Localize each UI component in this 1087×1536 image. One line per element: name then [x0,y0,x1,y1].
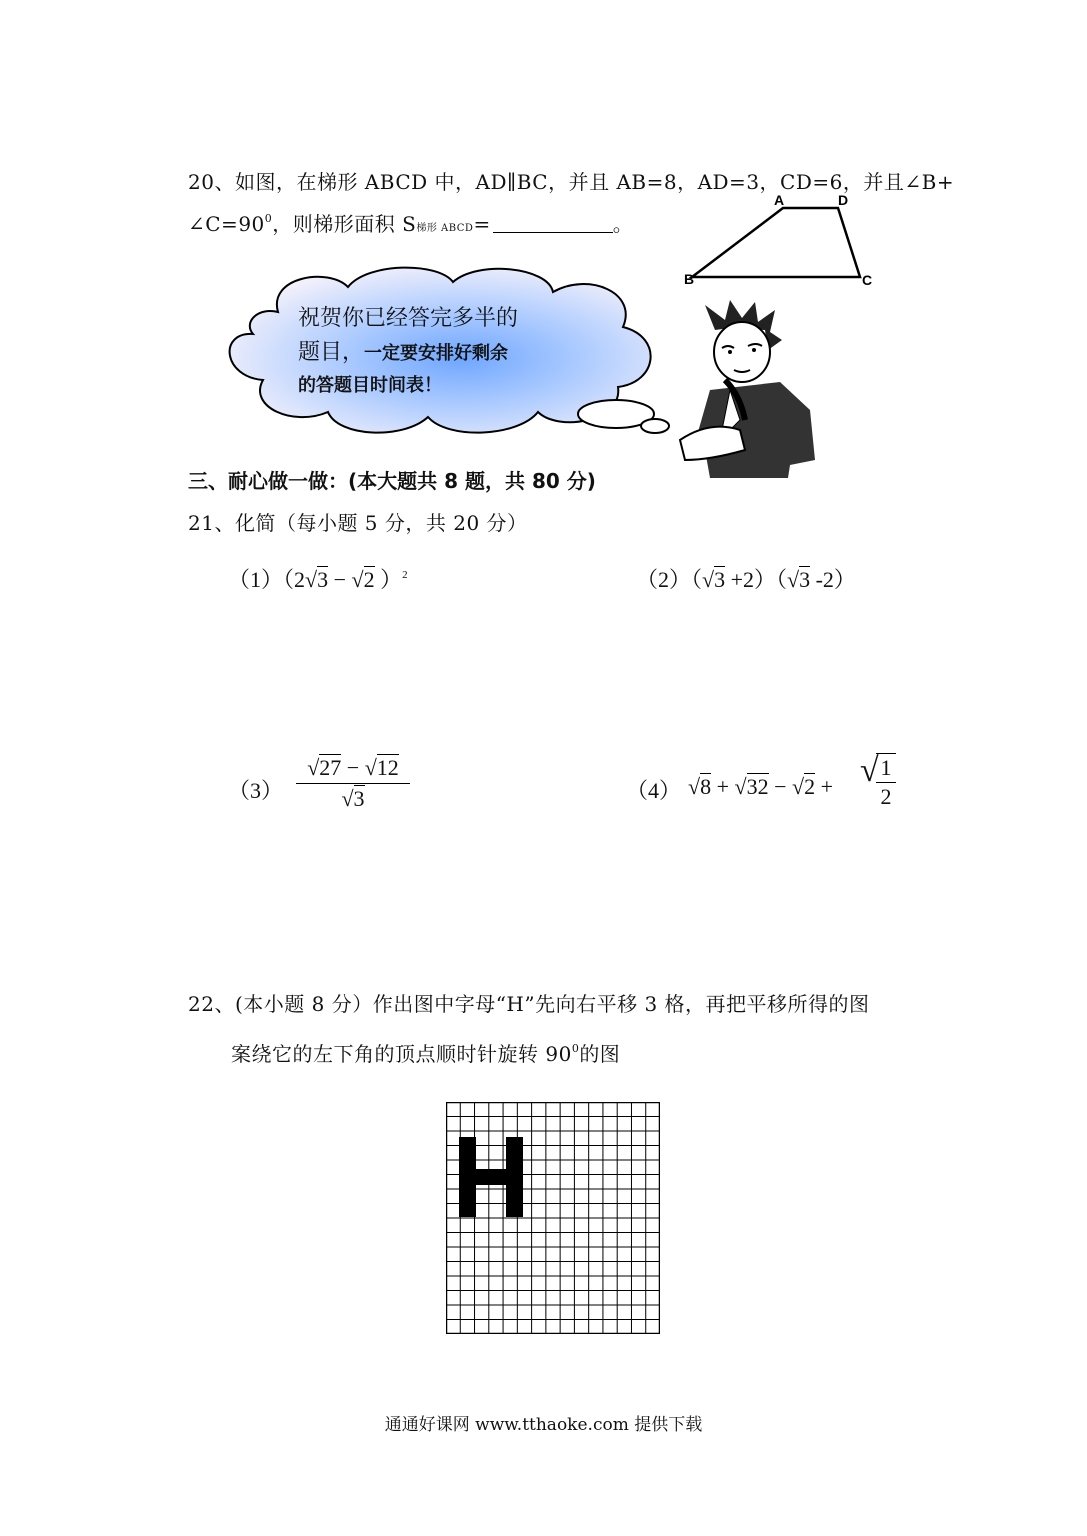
q21-p2-mid: +2）（ [725,567,788,592]
sqrt-symbol: √ [860,752,879,789]
trapezoid-shape [692,208,860,277]
q21-title: 21、化简（每小题 5 分，共 20 分） [188,511,528,535]
sqrt-symbol: √ [351,567,364,592]
vertex-d-label: D [838,192,849,208]
q21-p3-den-r: 3 [353,786,365,811]
q21-p2-radicand2: 3 [799,567,811,592]
cloud-line2 [298,335,508,366]
q21-p4-op1: + [711,774,735,799]
q21-p1-close: ） [374,567,403,592]
sqrt-symbol: √ [305,567,318,592]
q21-p1-exponent: 2 [402,569,408,581]
q21-part1 [228,563,408,594]
q21-p3-num-r2: 12 [376,755,399,780]
sqrt-symbol: √ [364,755,377,780]
q21-p2-radicand1: 3 [714,567,726,592]
q21-p2-label: （2）（ [636,567,703,592]
q21-p4-frac-num: 1 [876,754,896,783]
sqrt-symbol: √ [702,567,715,592]
q21-p3-label: （3） [228,778,284,803]
q20-angle-text: ∠C=90 [188,212,265,236]
vertex-b-label: B [684,271,695,287]
q21-p3-num-r1: 27 [319,755,342,780]
q21-p4-frac-den: 2 [880,784,892,809]
q21-p1-radicand2: 2 [363,567,375,592]
q21-p4-op2: − [768,774,792,799]
grid-lines [446,1102,660,1334]
q22-line2b: 的图 [579,1042,621,1066]
q21-p4-label: （4） [626,778,682,803]
vertex-c-label: C [862,272,873,288]
cloud-line3: 的答题目时间表！ [298,375,442,396]
q21-p3-numerator [296,755,410,784]
q21-p3-denominator [296,784,410,812]
q22-degree-sup: 0 [571,1042,580,1055]
q21-p4-op3: + [815,774,833,799]
q21-p3-num-minus: − [341,755,365,780]
q20-area-subscript: 梯形 ABCD [416,223,474,234]
h-letter-grid[interactable] [446,1102,660,1334]
cloud-line2a: 题目， [298,340,365,365]
q20-degree-sup: 0 [264,212,273,225]
q21-p4-r2: 32 [746,774,769,799]
sqrt-symbol: √ [734,774,747,799]
cloud-line2b: 一定要安排好剩余 [364,343,509,364]
vertex-a-label: A [774,192,785,208]
sqrt-symbol: √ [787,567,800,592]
q22-line1: 22、(本小题 8 分）作出图中字母“H”先向右平移 3 格，再把平移所得的图 [188,992,870,1016]
sqrt-symbol: √ [792,774,805,799]
cloud-line1: 祝贺你已经答完多半的 [298,306,519,331]
trapezoid-figure [680,188,880,293]
q21-p4-fraction [876,753,896,811]
sqrt-symbol: √ [688,774,701,799]
q21-part4-expr [688,774,833,800]
section3-title: 三、耐心做一做：(本大题共 8 题，共 80 分) [188,469,596,493]
q21-p4-r1: 8 [700,774,712,799]
q21-p3-fraction [296,755,410,812]
letter-h-shape [459,1137,523,1217]
q21-part2 [636,563,856,594]
footer-text: 通通好课网 www.tthaoke.com 提供下载 [384,1415,703,1435]
q21-p1-label: （1）（2 [228,567,306,592]
q21-p1-radicand1: 3 [317,567,329,592]
q20-area-text: ，则梯形面积 S [272,212,417,236]
q21-p4-r3: 2 [804,774,816,799]
sqrt-symbol: √ [307,755,320,780]
q22-line2a: 案绕它的左下角的顶点顺时针旋转 90 [231,1042,572,1066]
q22-line2 [231,1038,620,1067]
q20-line2 [188,208,633,237]
sqrt-symbol: √ [341,786,354,811]
q21-p1-minus: − [328,567,352,592]
q20-line1: 20、如图，在梯形 ABCD 中，AD∥BC，并且 AB=8，AD=3，CD=6，并且∠B+ [188,170,955,194]
thinking-boy-illustration [670,300,820,480]
q21-p2-end: -2） [810,567,856,592]
q20-equals: = [473,212,491,236]
q20-answer-blank[interactable] [493,214,613,233]
q20-period: 。 [612,212,634,236]
